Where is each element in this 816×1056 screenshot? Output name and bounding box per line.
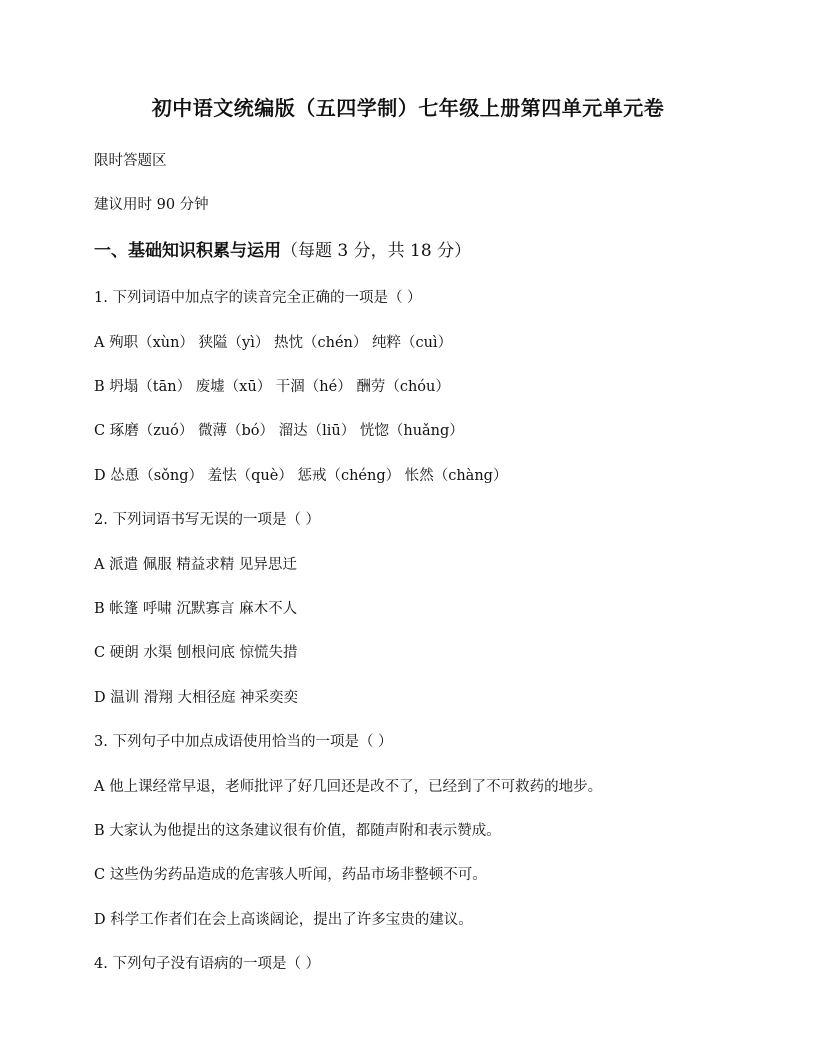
question-2-option-a: A 派遣 佩服 精益求精 见异思迁 xyxy=(94,557,297,573)
question-2-option-b: B 帐篷 呼啸 沉默寡言 麻木不人 xyxy=(94,601,298,617)
question-3-option-a: A 他上课经常早退，老师批评了好几回还是改不了，已经到了不可救药的地步。 xyxy=(94,779,603,795)
question-2-option-d: D 温训 滑翔 大相径庭 神采奕奕 xyxy=(94,690,299,706)
question-1-option-d: D 怂恿（sǒng） 羞怯（què） 惩戒（chéng） 怅然（chàng） xyxy=(94,468,508,484)
suggested-time: 建议用时 90 分钟 xyxy=(94,197,209,213)
question-2-option-c: C 硬朗 水渠 刨根问底 惊慌失措 xyxy=(94,645,298,661)
question-1-option-a: A 殉职（xùn） 狭隘（yì） 热忱（chén） 纯粹（cuì） xyxy=(94,335,453,351)
question-1-option-c: C 琢磨（zuó） 微薄（bó） 溜达（liū） 恍惚（huǎng） xyxy=(94,423,464,439)
answer-zone-label: 限时答题区 xyxy=(94,153,167,169)
question-3-option-d: D 科学工作者们在会上高谈阔论，提出了许多宝贵的建议。 xyxy=(94,912,473,928)
section-title: 一、基础知识积累与运用 xyxy=(94,241,281,261)
question-1-stem: 1. 下列词语中加点字的读音完全正确的一项是（ ） xyxy=(94,290,422,306)
question-1-option-b: B 坍塌（tān） 废墟（xū） 干涸（hé） 酬劳（chóu） xyxy=(94,379,450,395)
question-3-option-b: B 大家认为他提出的这条建议很有价值，都随声附和表示赞成。 xyxy=(94,823,501,839)
section-heading xyxy=(94,238,471,264)
question-3-option-c: C 这些伪劣药品造成的危害骇人听闻，药品市场非整顿不可。 xyxy=(94,867,487,883)
question-3-stem: 3. 下列句子中加点成语使用恰当的一项是（ ） xyxy=(94,734,393,750)
question-4-stem: 4. 下列句子没有语病的一项是（ ） xyxy=(94,956,321,972)
question-2-stem: 2. 下列词语书写无误的一项是（ ） xyxy=(94,512,321,528)
section-score-note: （每题 3 分，共 18 分） xyxy=(281,241,472,261)
document-title: 初中语文统编版（五四学制）七年级上册第四单元单元卷 xyxy=(151,96,665,120)
